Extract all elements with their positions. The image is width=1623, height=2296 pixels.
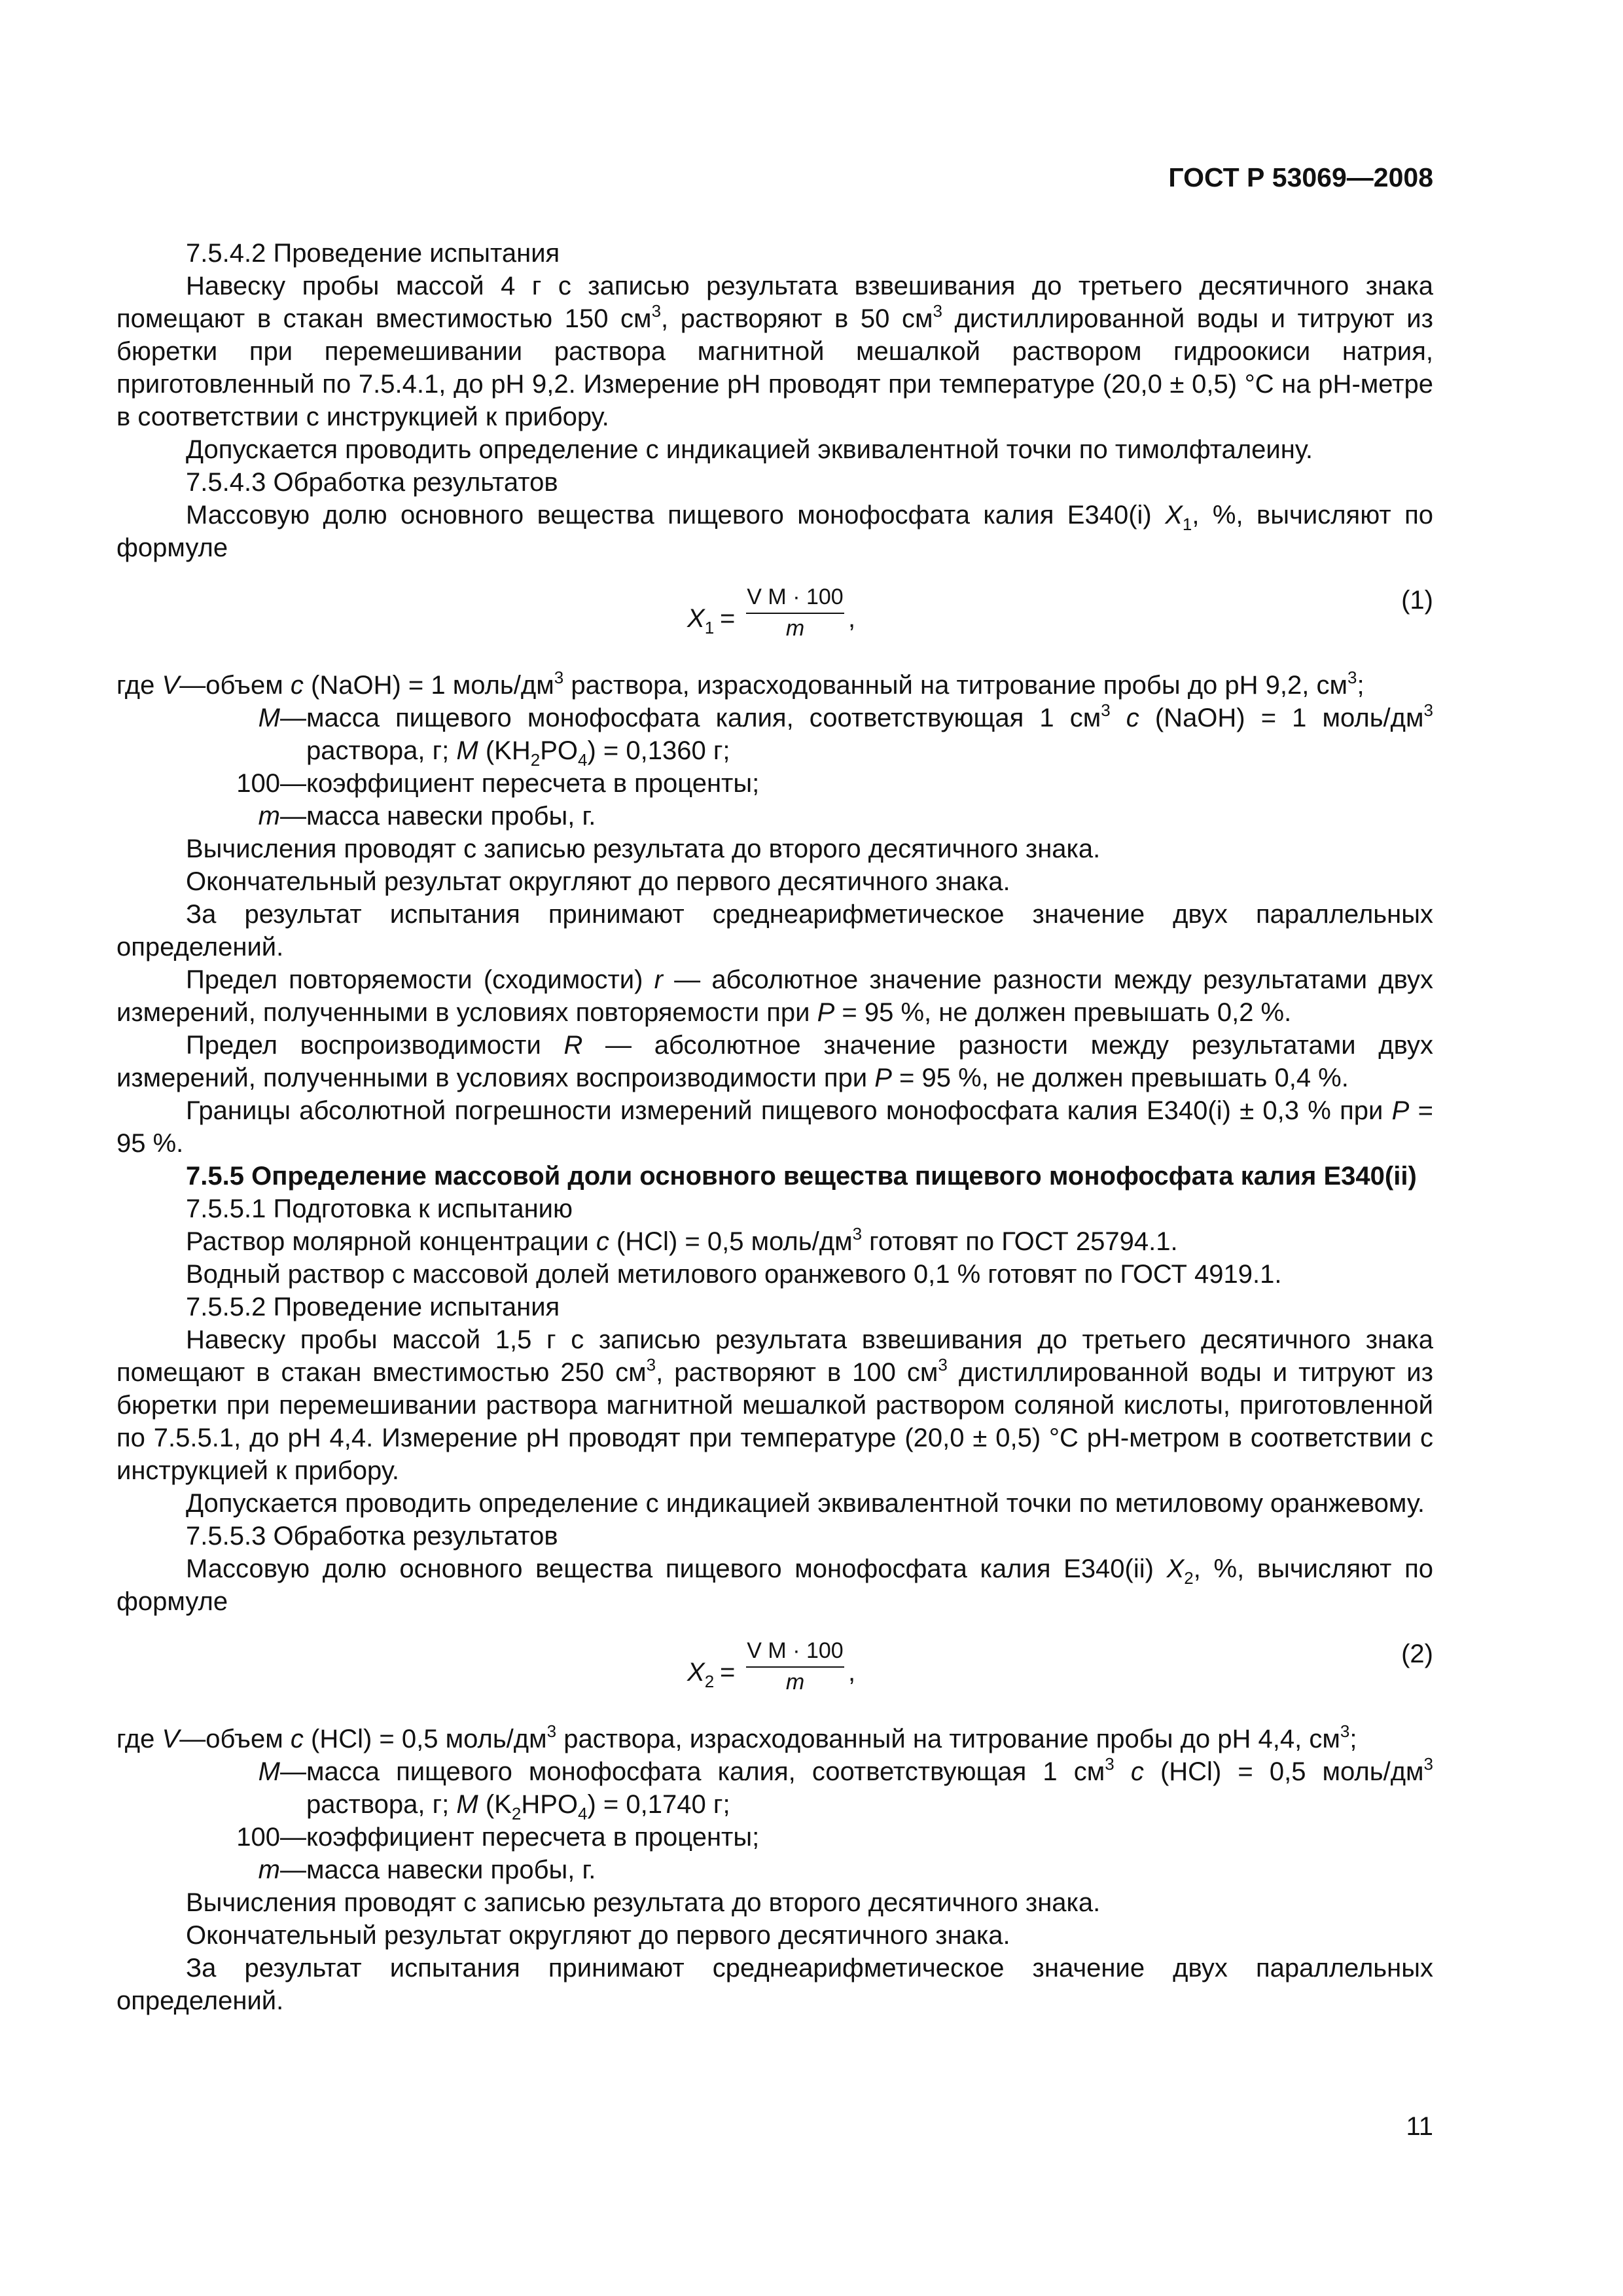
paragraph: Окончательный результат округляют до первого десятичного знака.: [186, 867, 1010, 896]
paragraph: Водный раствор с массовой долей метилового оранжевого 0,1 % готовят по ГОСТ 4919.1.: [186, 1260, 1282, 1289]
formula-equals: =: [720, 1658, 736, 1687]
paragraph: Вычисления проводят с записью результата до второго десятичного знака.: [186, 1888, 1101, 1917]
paragraph: Предел воспроизводимости R — абсолютное значение разности между результатами двух измерений, полученными в условиях воспроизводимости при P = 95 %, не должен превышать 0,4 %.: [116, 1031, 1433, 1092]
section-7542-title: 7.5.4.2 Проведение испытания: [186, 239, 560, 268]
section-7551-title: 7.5.5.1 Подготовка к испытанию: [186, 1194, 573, 1223]
page-header: ГОСТ Р 53069—2008: [1168, 162, 1433, 192]
formula-1-legend: где V — объем c (NaOH) = 1 моль/$дм^3$ раствора, израсходованный на титрование пробы до рН 9,2, $см^3$; M — масса пищевого монофосфата калия, соответствующая 1 $см^3$ c (NaOH) = 1 моль/$дм^3$ раствора, г; M $(KH_2PO_4) = 0,1360$ г; 100 — коэффициент пересчета в проценты; m — масса навески пробы, г.: [116, 668, 1433, 831]
paragraph: За результат испытания принимают среднеарифметическое значение двух параллельных определений.: [116, 900, 1433, 961]
section-7552-title: 7.5.5.2 Проведение испытания: [186, 1293, 560, 1321]
formula-2: $X_2$ = $\frac{\text{V M · 100}}{m}$ , (2): [116, 1638, 1433, 1710]
formula-lhs: $X_2$: [687, 1658, 715, 1691]
formula-fraction: $\frac{\text{V M · 100}}{m}$: [746, 583, 844, 643]
formula-1: $X_1$ = $\frac{\text{V M · 100}}{m}$ , (1): [116, 584, 1433, 656]
paragraph: Навеску пробы массой 4 г с записью результата взвешивания до третьего десятичного знака помещают в стакан вместимостью 150 $см^3$, растворяют в 50 $см^3$ дистиллированной воды и титруют из бюретки при перемешивании раствора магнитной мешалкой раствором гидроокиси натрия, приготовленный по 7.5.4.1, до рН 9,2. Измерение рН проводят при температуре (20,0 ± 0,5) °С на рН-метре в соответствии с инструкцией к прибору.: [116, 272, 1433, 431]
section-7553-title: 7.5.5.3 Обработка результатов: [186, 1522, 558, 1551]
paragraph: За результат испытания принимают среднеарифметическое значение двух параллельных определений.: [116, 1954, 1433, 2015]
section-7543-title: 7.5.4.3 Обработка результатов: [186, 468, 558, 497]
paragraph: Окончательный результат округляют до первого десятичного знака.: [186, 1921, 1010, 1950]
paragraph: Массовую долю основного вещества пищевого монофосфата калия Е340(ii) $X_2$, %, вычисляют по формуле: [116, 1554, 1433, 1616]
paragraph: Допускается проводить определение с индикацией эквивалентной точки по метиловому оранжевому.: [186, 1489, 1425, 1518]
formula-2-legend: где V — объем c (HCl) = 0,5 моль/$дм^3$ раствора, израсходованный на титрование пробы до рН 4,4, $см^3$; M — масса пищевого монофосфата калия, соответствующая 1 $см^3$ c (HCl) = 0,5 моль/$дм^3$ раствора, г; M $(K_2HPO_4) = 0,1740$ г; 100 — коэффициент пересчета в проценты; m — масса навески пробы, г.: [116, 1721, 1434, 1884]
paragraph: Раствор молярной концентрации c (HCl) = 0,5 моль/$дм^3$ готовят по ГОСТ 25794.1.: [186, 1224, 1178, 1256]
paragraph: Предел повторяемости (сходимости) r — абсолютное значение разности между результатами двух измерений, полученными в условиях повторяемости при P = 95 %, не должен превышать 0,2 %.: [116, 965, 1433, 1027]
paragraph: Допускается проводить определение с индикацией эквивалентной точки по тимолфталеину.: [186, 435, 1313, 464]
paragraph: Границы абсолютной погрешности измерений пищевого монофосфата калия Е340(i) ± 0,3 % при P = 95 %.: [116, 1096, 1433, 1158]
paragraph: Массовую долю основного вещества пищевого монофосфата калия Е340(i) $X_1$, %, вычисляют по формуле: [116, 501, 1433, 562]
formula-fraction: $\frac{\text{V M · 100}}{m}$: [746, 1636, 844, 1696]
page-number: 11: [1406, 2112, 1433, 2141]
formula-equals: =: [720, 604, 736, 633]
paragraph: Вычисления проводят с записью результата до второго десятичного знака.: [186, 834, 1101, 863]
section-755-title: 7.5.5 Определение массовой доли основного вещества пищевого монофосфата калия Е340(ii): [186, 1162, 1417, 1191]
formula-number: (1): [1401, 586, 1433, 615]
document-body: [116, 237, 1433, 2017]
formula-number: (2): [1401, 1640, 1433, 1668]
paragraph: Навеску пробы массой 1,5 г с записью результата взвешивания до третьего десятичного знака помещают в стакан вместимостью 250 $см^3$, растворяют в 100 $см^3$ дистиллированной воды и титруют из бюретки при перемешивании раствора магнитной мешалкой раствором соляной кислоты, приготовленной по 7.5.5.1, до рН 4,4. Измерение рН проводят при температуре (20,0 ± 0,5) °С рН-метром в соответствии с инструкцией к прибору.: [116, 1325, 1433, 1485]
formula-lhs: $X_1$: [687, 604, 715, 637]
